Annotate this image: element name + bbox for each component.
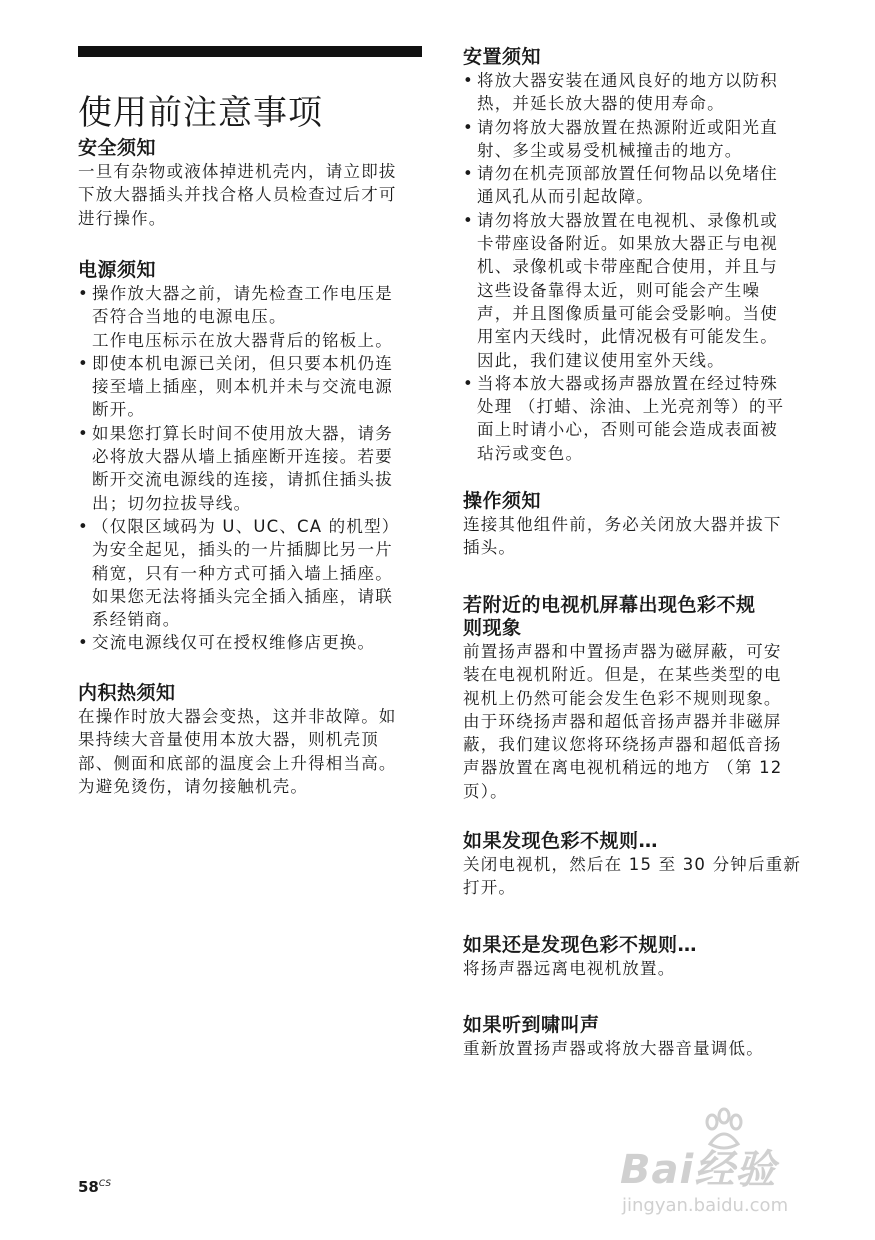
list-item: • 即使本机电源已关闭，但只要本机仍连 接至墙上插座，则本机并未与交流电源 断开。 xyxy=(78,352,428,422)
section-body: 关闭电视机，然后在 15 至 30 分钟后重新 打开。 xyxy=(463,855,802,898)
section-power xyxy=(78,259,428,655)
section-if-still xyxy=(463,934,813,980)
section-heading: 如果听到啸叫声 xyxy=(463,1014,600,1036)
section-heading: 如果还是发现色彩不规则… xyxy=(463,934,698,956)
section-heading: 如果发现色彩不规则… xyxy=(463,830,659,852)
power-list xyxy=(78,282,428,655)
paw-icon xyxy=(700,1106,748,1154)
baidu-watermark xyxy=(600,1110,820,1216)
list-item: • 请勿将放大器放置在热源附近或阳光直 射、多尘或易受机械撞击的地方。 xyxy=(463,116,813,163)
page-title: 使用前注意事项 xyxy=(78,92,323,133)
section-heading: 内积热须知 xyxy=(78,682,176,704)
section-heat xyxy=(78,682,428,798)
section-body: 前置扬声器和中置扬声器为磁屏蔽，可安 装在电视机附近。但是，在某些类型的电 视机上仍然可能会发生色彩不规则现象。 由于环绕扬声器和超低音扬声器并非磁屏 蔽，我们建议您将环绕扬声器和超低音扬 声器放置在离电视机稍远的地方 （第 12 页）。 xyxy=(463,642,783,801)
section-if-howling xyxy=(463,1014,813,1060)
section-body: 重新放置扬声器或将放大器音量调低。 xyxy=(463,1039,764,1058)
section-body: 连接其他组件前，务必关闭放大器并拔下 插头。 xyxy=(463,515,782,558)
list-item: • 如果您打算长时间不使用放大器，请务 必将放大器从墙上插座断开连接。若要 断开交流电源线的连接，请抓住插头拔 出；切勿拉拔导线。 xyxy=(78,422,428,515)
section-body: 将扬声器远离电视机放置。 xyxy=(463,959,676,978)
list-item: • 请勿在机壳顶部放置任何物品以免堵住 通风孔从而引起故障。 xyxy=(463,162,813,209)
section-heading: 若附近的电视机屏幕出现色彩不规 则现象 xyxy=(463,594,756,639)
section-placement xyxy=(463,46,813,465)
page-suffix: CS xyxy=(98,1179,112,1189)
section-body: 在操作时放大器会变热，这并非故障。如 果持续大音量使用本放大器，则机壳顶 部、侧面和底部的温度会上升得相当高。 为避免烫伤，请勿接触机壳。 xyxy=(78,707,397,796)
title-rule xyxy=(78,46,422,57)
section-body: 一旦有杂物或液体掉进机壳内，请立即拔 下放大器插头并找合格人员检查过后才可 进行操作。 xyxy=(78,162,397,228)
section-heading: 安全须知 xyxy=(78,137,157,159)
section-if-irregular xyxy=(463,830,813,900)
list-item: • 交流电源线仅可在授权维修店更换。 xyxy=(78,631,428,654)
list-item: • （仅限区域码为 U、UC、CA 的机型） 为安全起见，插头的一片插脚比另一片 稍宽，只有一种方式可插入墙上插座。 如果您无法将插头完全插入插座，请联 系经销商。 xyxy=(78,515,428,631)
list-item: • 操作放大器之前，请先检查工作电压是 否符合当地的电源电压。 工作电压标示在放大器背后的铭板上。 xyxy=(78,282,428,352)
section-safety xyxy=(78,137,428,230)
page-number: $58^{CS}$ xyxy=(78,1178,112,1196)
placement-list xyxy=(463,69,813,465)
list-item: • 请勿将放大器放置在电视机、录像机或 卡带座设备附近。如果放大器正与电视 机、录像机或卡带座配合使用，并且与 这些设备靠得太近，则可能会产生噪 声，并且图像质量可能会受影响。当使 用室内天线时，此情况极有可能发生。 因此，我们建议使用室外天线。 xyxy=(463,209,813,372)
list-item: • 当将本放大器或扬声器放置在经过特殊 处理 （打蜡、涂油、上光亮剂等）的平 面上时请小心，否则可能会造成表面被 玷污或变色。 xyxy=(463,372,813,465)
list-item: • 将放大器安装在通风良好的地方以防积 热，并延长放大器的使用寿命。 xyxy=(463,69,813,116)
section-heading: 电源须知 xyxy=(78,259,157,281)
section-heading: 安置须知 xyxy=(463,46,542,68)
watermark-url: jingyan.baidu.com xyxy=(622,1195,789,1216)
watermark-brand: Bai经验 xyxy=(620,1147,777,1193)
section-operation xyxy=(463,490,813,560)
section-heading: 操作须知 xyxy=(463,490,542,512)
section-color-irregularity xyxy=(463,594,813,803)
